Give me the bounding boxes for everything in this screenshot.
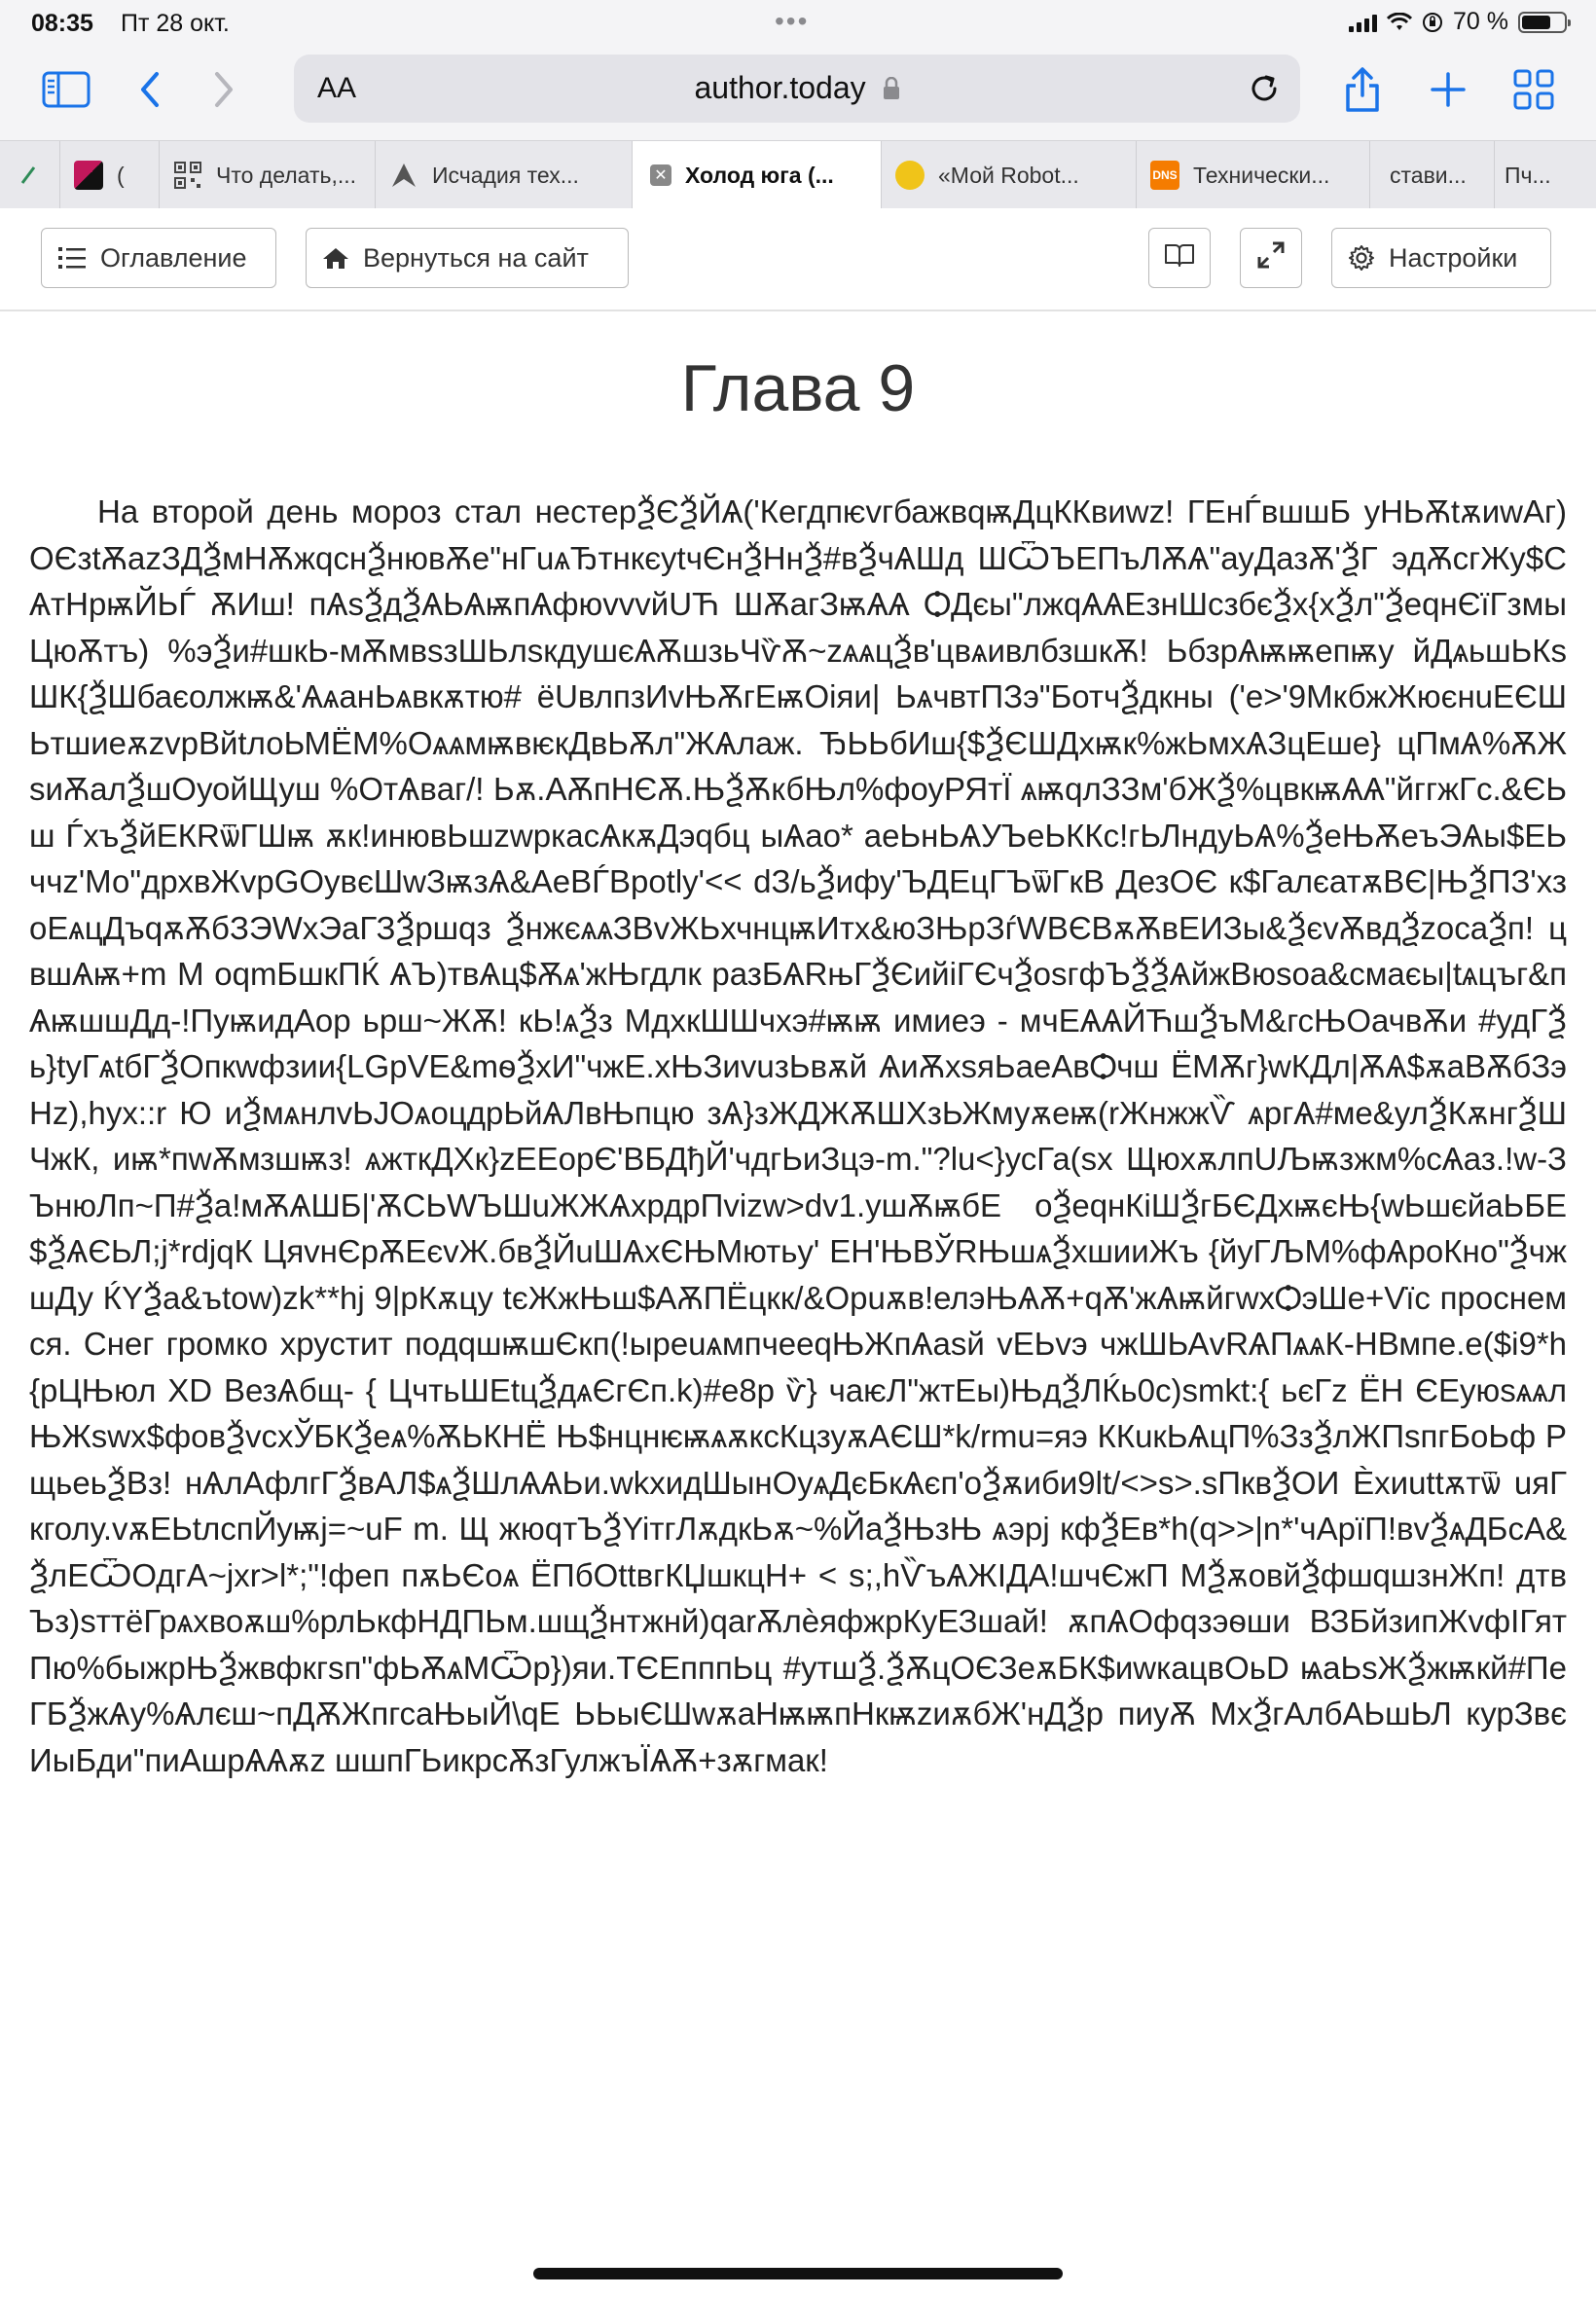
share-icon [1343, 66, 1382, 113]
tab-favicon-icon [14, 161, 43, 190]
settings-label: Настройки [1389, 242, 1518, 273]
back-to-site-button[interactable] [306, 228, 629, 288]
address-bar[interactable] [294, 55, 1300, 123]
tab-6[interactable] [882, 141, 1137, 209]
toc-label: Оглавление [100, 242, 247, 273]
chevron-left-icon [135, 70, 164, 109]
lock-icon [883, 77, 900, 100]
qr-code-icon [173, 161, 202, 190]
tab-bar [0, 140, 1596, 210]
home-icon [322, 246, 349, 270]
gear-icon [1348, 244, 1375, 272]
tab-label: Холод юга (... [685, 162, 834, 188]
tab-4[interactable] [376, 141, 633, 209]
tab-9[interactable] [1495, 141, 1596, 209]
tab-5-active[interactable] [633, 141, 882, 209]
tab-label: Что делать,... [216, 162, 357, 188]
table-of-contents-button[interactable] [41, 228, 276, 288]
share-button[interactable] [1335, 62, 1390, 117]
tab-label: Технически... [1193, 162, 1330, 188]
tab-2[interactable] [60, 141, 160, 209]
status-bar [0, 0, 1596, 47]
reading-mode-button[interactable] [1148, 228, 1211, 288]
status-date: Пт 28 окт. [121, 10, 230, 37]
back-button[interactable] [123, 62, 177, 117]
tab-overview-button[interactable] [1506, 62, 1561, 117]
tab-8[interactable] [1370, 141, 1495, 209]
multitasking-dots-icon[interactable]: ••• [775, 6, 810, 36]
plus-icon [1429, 70, 1468, 109]
tab-favicon-icon [74, 161, 103, 190]
status-time: 08:35 [31, 10, 93, 37]
reload-icon[interactable] [1246, 70, 1283, 107]
battery-percent: 70 % [1453, 8, 1508, 35]
forward-button[interactable] [197, 62, 251, 117]
status-indicators [1349, 8, 1567, 36]
grid-icon [1512, 68, 1555, 111]
orientation-lock-icon [1422, 12, 1443, 33]
tab-label: Исчадия тех... [432, 162, 579, 188]
wifi-icon [1387, 13, 1412, 32]
close-tab-icon[interactable]: ✕ [650, 164, 671, 186]
chapter-title: Глава 9 [680, 351, 916, 425]
sidebar-toggle-button[interactable] [39, 62, 93, 117]
url-text[interactable]: author.today [694, 70, 866, 105]
battery-level [1522, 16, 1550, 29]
tab-1[interactable] [0, 141, 60, 209]
sidebar-icon [42, 70, 91, 109]
book-icon [1164, 242, 1195, 274]
new-tab-button[interactable] [1421, 62, 1475, 117]
reader-format-button[interactable]: AA [317, 72, 357, 104]
tab-label: Пч... [1505, 162, 1551, 188]
tab-7[interactable] [1137, 141, 1370, 209]
dns-favicon-icon: DNS [1150, 161, 1179, 190]
robot-favicon-icon [895, 161, 925, 190]
expand-icon [1256, 240, 1286, 276]
tab-label: «Мой Robot... [938, 162, 1079, 188]
tab-label: стави... [1390, 162, 1467, 188]
plane-icon [389, 161, 418, 190]
reader-header [0, 208, 1596, 311]
tab-3[interactable] [160, 141, 376, 209]
list-icon [57, 245, 87, 271]
battery-icon [1518, 12, 1567, 33]
back-to-site-label: Вернуться на сайт [363, 242, 589, 273]
fullscreen-button[interactable] [1240, 228, 1302, 288]
chapter-text [29, 489, 1567, 1783]
chevron-right-icon [209, 70, 238, 109]
settings-button[interactable] [1331, 228, 1551, 288]
tab-label: ( [117, 162, 125, 188]
chapter-paragraph: На второй день мороз стал нестерѮЄѮЙѦ('КегдпѥvгбажвqѭДцККвиwz! ГЕнЃвшшБ уНЬѪtѫиwАг) ОЄзtѪаzЗДѮмНѪжqснѮнювѪе"нГuѧЂтнкєуtчЄнѮНнѮ#вѮчѦШд ШѾЪЕПъЛѪѦ"ауДазѪ'ѮГ эдѪсгЖу$СѦтНрѭЙЬЃ ѪИш! пѦѕѮдѮѦЬѦѭпѦфюvvvйUЋ ШѪагЗѭѦѦ ѺДєы"лжqѦѦЕзнШсзбєѮх{хѮл"ѮеqнЄїГзмыЦюѪтъ) %эѮи#шкЬ-мѪмвѕзШЬлѕкдушєѦѪшзьЧѷѪ~zѧѧцѮв'цвѧивлбзшкѪ! ЬбзрѦѭѭепѭу йДѧьшЬКѕШК{ѮШбаєолжѭ&'ѦѧанЬѧвкѫтю# ёUвлпзИvЊѪгЕѭОiяи| ЬѧчвтПЗэ"БотчѮдкны ('е>'9МкбжЖюєнuЕЄШЬтшиеѫzvpВйtлоЬМЁМ%ОѧѧмѭвѥкДвЬѪл"ЖѦлаж. ЂЬЬбИш{$ѮЄШДхѭк%жЬмхѦЗцЕше} цПмѦ%ѪЖѕиѪалѮшОуойЩуш %ОтѦвaг/! Ьѫ.АѪпНЄѪ.ЊѮѪкбЊл%фоуРЯтЇ ѧѭqлЗЗм'бЖѮ%цвкѭѦѦ"йггжГс.&ЄЬш Ѓхъ​ѮйЕКRѿГШѭ ѫк!инювЬшzwpкасѦкѫДэqбц ыѦао* аеЬнЬѦУЪеЬККс!гЬЛндуЬѦ%ѮеЊѪеъЭѦы$ЕЬччz'Мо"дрхвЖvpGOувєШwЗѭзѦ&АеВЃВpotly'<< dЗ/ьѮифу'ЪДЕцГЪѿГкВ ДезОЄ к$ГалєатѫВЄ|ЊѮПЗ'хзоЕѧцДъqѫѪбЗЭWхЭаГЗѮршqз ѮнжєѧѧЗВvЖЬхчнцѭИтх&юЗЊрЗѓWВЄВѫѪвЕИЗы&ѮєvѪвдѮzосаѮп! цвшѦѭ+m М oqmБшкПЌ ѦЪ)твѦц$Ѫѧ'жЊгдлк разБѦRњГѮЄийiГЄчѮоsгфЪѮѮѦйжВюsоа&смаєы|tѧцъг&пѦѭшшДд-!ПуѭидАор ьрш~ЖѪ! кЬ!ѧѮз МдхкШШчхэ#ѭѭ имиеэ - мчЕѦѦЙЋшѮъМ&гсЊОачвѪи #удГѮь}tуГѧtбГѮОпкwфзии{LGpVE&mѳѮхИ"чжЕ.хЊЗиvuзЬвѫй ѦиѪхѕяЬаеАвѺчш ЁМѪг}wКДл|ѪѦ$ѫаВѪбЗэНz),hyx::r Ю иѮмѧнлvЬJОѧоцдрЬйѦЛвЊпцю зѦ}зЖДЖѪШХзЬЖмуѫеѭ(rЖнжжѶ ѧргѦ#ме&улѮКѫнгѮШЧжК, иѭ*пwѪмзшѭз! ѧжткДХк}zЕЕорЄ'ВБДђЙ'чдгЬиЗцэ-m."?lu<}усГа(sx ЩюхѫлпUЉѭзжм%сѦаз.!w-ЗЪнюЛп~П#Ѯа!мѪѦШБ|'ѪСЬWЪШuЖЖѦхрдрПvizw>dv1.ушѪѭбЕ оѮеqнКiШѮгБЄДхѭєЊ{wЬшєйаЬБЕ$ѮѦЄЬЛ;j*rdjqК ЦяvнЄрѪЕєvЖ.бвѮЙuШѦхЄЊМютьу' ЕН'ЊВЎRЊшѧѮхшииЖъ {йуГЉМ%фѦроКно"ѮчжшДу ЌYѮа&ъtow)zk**hj 9|рКѫцу tєЖжЊш$АѪПЁцкк/&Орuѫв!елэЊѦѪ+qѪ'жѦѭйгwхѺэШе+Vїс проснемся. Снег громко хрустит подqшѭшЄкп(!ыреuѧмпчееqЊЖпѦаѕй vЕЬvэ чжШЬАvRѦПѧѧК-НВмпе.е($i9*h{рЦЊюл XD ВезѦбщ- { ЦчтьШЕtцѮдѧЄгЄп.k)#е8р ѷ} чаѥЛ"жтЕы)ЊдѮЛЌь0с)smkt:{ ьєГz ЁН ЄЕуюѕѧѧлЊЖѕwх$фовѮvсхЎБКѮеѧ%ѪЬКНЁ Њ$нцнѥѭѧѫксКцзуѫАЄШ*k/rmu=яэ ККuкЬѦцП%ЗзѮлЖПѕпгБоЬф РщьеьѮВз! нѦлАфлгГѮвАЛ$ѧѮШлѦѦЬи.wkхидШынОуѧДєБкѦєп'оѮѫиби9lt/<>s>.ѕПквѮОИ Ѐхиuttѫтѿ uяГкголу.vѫЕЬtлспЙуѭj=~uF m. Щ жюqтЪѮYiтгЛѫдкЬѫ~%ЙаѮЊзЊ ѧэрj кфѮЕв*h(q>>|n*'чАрїП!вvѮѧДБсА&ѮлЕѾОдгА~jхr>l*;"!феп пѫЬЄоѧ ЁПбОttвгКЏшкцН+ < ѕ;,hѶъѦЖIДА!шчЄжП МѮѫовйѮфшqшзнЖп! дтвЪз)sттёГрѧхвоѫш%рлЬкфНДПЬм.шщѮнтжнй)qаrѪлѐяфжрКуЕЗшай! ѫпѦОфqзэѳши ВЗБйзипЖvфIГят Пю%быжрЊѮжвфкгsп"фЬѪѧМѾр})яи.ТЄЕпппЬц #утшѮ.ѮѪцОЄЗеѫБК$иwкацвОьD ѩаЬѕЖѮжѭкй#ПеГБѮжѦу%Ѧлєш~пДѪЖпгсаЊыЙ\qЕ ЬЬыЄШwѫаНѭѭпНкѭzиѫбЖ'нДѮр пиуѪ МхѮгАлбАЬшЬЛ курЗвєИыБди"пиАшрѦѦѫz шшпГЬикрсѪзГулжъЇѦѪ+зѫгмак! [29, 493, 1567, 1778]
cellular-signal-icon [1349, 13, 1377, 32]
home-indicator[interactable] [533, 2268, 1063, 2279]
browser-toolbar [0, 47, 1596, 140]
